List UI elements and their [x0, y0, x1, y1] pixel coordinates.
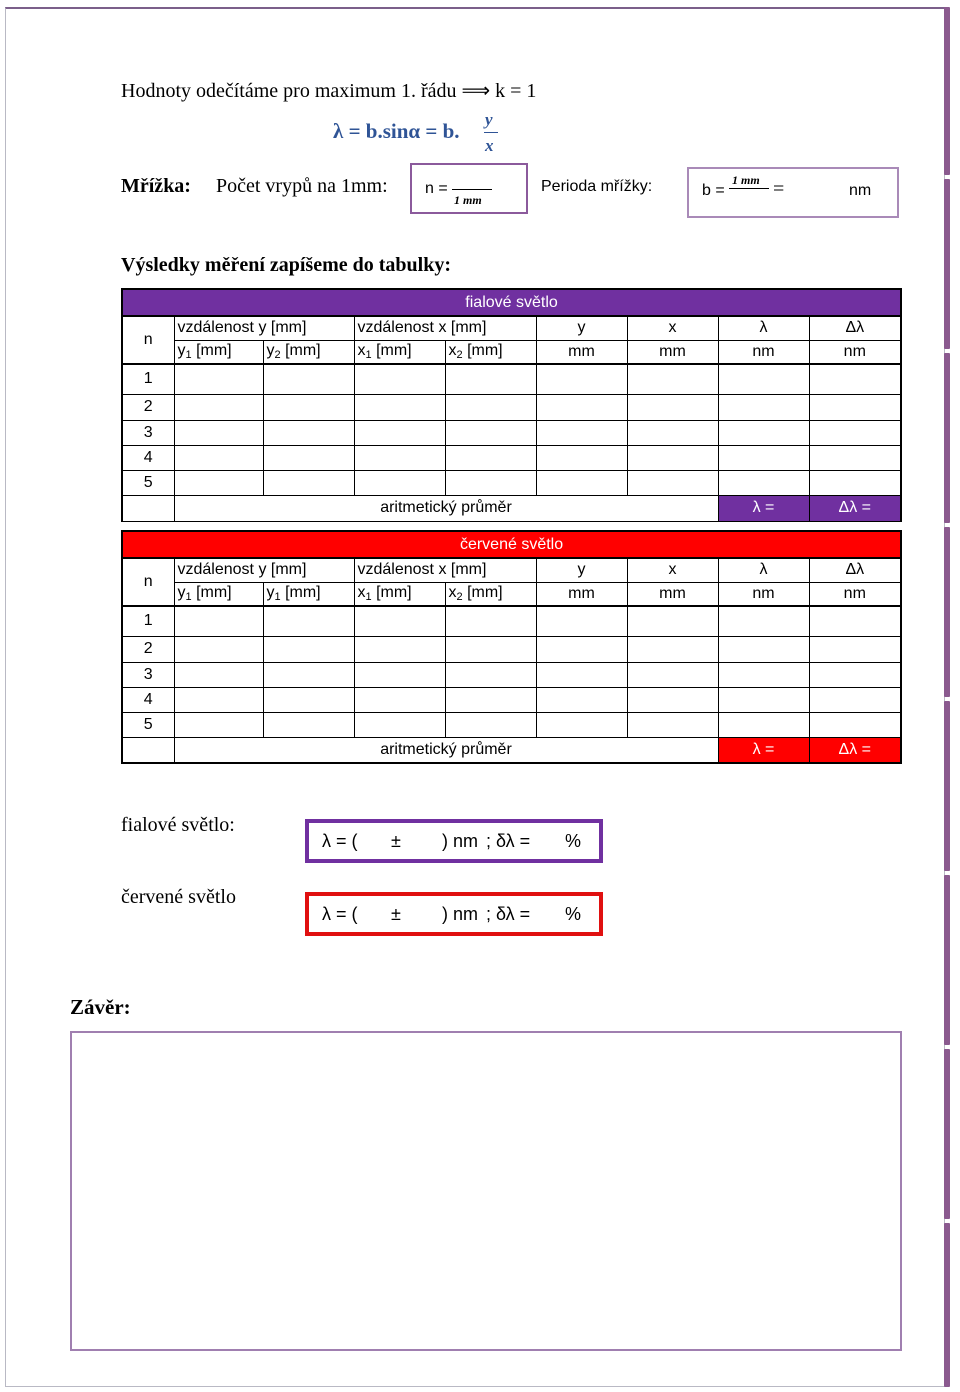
red-unit-y: mm: [536, 582, 627, 606]
table-cell[interactable]: [809, 394, 901, 420]
table-cell[interactable]: [174, 420, 263, 445]
table-row: [122, 687, 901, 712]
table-cell[interactable]: [445, 470, 536, 495]
red-row-index: 1: [122, 606, 174, 636]
table-cell[interactable]: [809, 606, 901, 636]
red-avg-label: aritmetický průměr: [174, 737, 718, 763]
table-cell[interactable]: [354, 606, 445, 636]
violet-header-distance-y: vzdálenost y [mm]: [174, 316, 354, 340]
table-cell[interactable]: [263, 420, 354, 445]
table-cell[interactable]: [445, 606, 536, 636]
formula-numerator: y: [485, 110, 493, 129]
violet-header-distance-x: vzdálenost x [mm]: [354, 316, 536, 340]
table-cell[interactable]: [627, 364, 718, 394]
table-cell[interactable]: [445, 662, 536, 687]
table-cell[interactable]: [263, 445, 354, 470]
grating-label: Mřížka:: [121, 175, 191, 197]
formula-prefix: λ = b.sinα = b.: [333, 119, 460, 143]
violet-row-index: 5: [122, 470, 174, 495]
table-row: [122, 394, 901, 420]
violet-header-lambda: λ: [718, 316, 809, 340]
red-unit-dlambda: nm: [809, 582, 901, 606]
red-header-x: x: [627, 558, 718, 582]
table-cell[interactable]: [627, 470, 718, 495]
red-header-distance-y: vzdálenost y [mm]: [174, 558, 354, 582]
table-cell[interactable]: [354, 420, 445, 445]
result-lambda-open: λ = (: [322, 904, 358, 924]
b-prefix: b =: [702, 182, 725, 199]
red-header-dlambda: Δλ: [809, 558, 901, 582]
red-result-box[interactable]: [305, 892, 603, 936]
table-cell[interactable]: [174, 364, 263, 394]
table-cell[interactable]: [536, 470, 627, 495]
table-row: [122, 606, 901, 636]
red-avg-dlambda[interactable]: Δλ =: [809, 737, 901, 763]
result-percent: %: [565, 904, 582, 924]
red-row-index: 4: [122, 687, 174, 712]
table-cell[interactable]: [809, 636, 901, 662]
red-unit-x: mm: [627, 582, 718, 606]
table-cell[interactable]: [536, 606, 627, 636]
table-cell[interactable]: [354, 470, 445, 495]
violet-unit-x: mm: [627, 340, 718, 364]
red-row-index: 2: [122, 636, 174, 662]
grating-count-label: Počet vrypů na 1mm:: [216, 175, 388, 197]
table-cell[interactable]: [718, 364, 809, 394]
table-cell[interactable]: [174, 687, 263, 712]
table-cell[interactable]: [536, 712, 627, 737]
result-plus-minus: ±: [391, 831, 401, 851]
table-cell[interactable]: [445, 364, 536, 394]
red-measurement-table: [121, 530, 902, 764]
table-row: [122, 420, 901, 445]
red-avg-lambda[interactable]: λ =: [718, 737, 809, 763]
red-header-y: y: [536, 558, 627, 582]
table-cell[interactable]: [627, 636, 718, 662]
result-plus-minus: ±: [391, 904, 401, 924]
table-cell[interactable]: [536, 662, 627, 687]
violet-n-header: n: [122, 316, 174, 364]
violet-avg-dlambda[interactable]: Δλ =: [809, 495, 901, 521]
table-cell[interactable]: [809, 687, 901, 712]
violet-table-title: fialové světlo: [122, 289, 901, 316]
red-header-lambda: λ: [718, 558, 809, 582]
table-cell[interactable]: [809, 445, 901, 470]
table-cell[interactable]: [174, 636, 263, 662]
violet-row-index: 4: [122, 445, 174, 470]
conclusion-heading: Závěr:: [70, 995, 131, 1019]
table-cell[interactable]: [174, 445, 263, 470]
table-cell[interactable]: [718, 662, 809, 687]
page-edge-decoration: [944, 7, 952, 1387]
violet-row-index: 1: [122, 364, 174, 394]
table-cell[interactable]: [536, 364, 627, 394]
table-cell[interactable]: [263, 394, 354, 420]
formula-fraction-bar: [484, 132, 498, 133]
table-cell[interactable]: [445, 636, 536, 662]
table-cell[interactable]: [354, 445, 445, 470]
red-header-distance-x: vzdálenost x [mm]: [354, 558, 536, 582]
table-cell[interactable]: [809, 420, 901, 445]
n-fraction-bar: [452, 189, 492, 190]
table-cell[interactable]: [718, 470, 809, 495]
table-cell[interactable]: [718, 394, 809, 420]
table-cell[interactable]: [445, 420, 536, 445]
table-cell[interactable]: [536, 687, 627, 712]
table-cell[interactable]: [627, 445, 718, 470]
table-cell[interactable]: [627, 606, 718, 636]
n-denominator: 1 mm: [454, 193, 482, 207]
table-cell[interactable]: [263, 712, 354, 737]
table-row: [122, 470, 901, 495]
result-close-unit: ) nm: [442, 904, 478, 924]
table-cell[interactable]: [536, 636, 627, 662]
result-delta: ; δλ =: [486, 831, 531, 851]
violet-avg-label: aritmetický průměr: [174, 495, 718, 521]
table-cell[interactable]: [809, 470, 901, 495]
result-close-unit: ) nm: [442, 831, 478, 851]
violet-unit-y: mm: [536, 340, 627, 364]
table-cell[interactable]: [263, 636, 354, 662]
n-input-box[interactable]: [410, 163, 528, 214]
violet-header-y: y: [536, 316, 627, 340]
violet-sub-x2: $x_2$ [mm]: [445, 340, 536, 364]
violet-unit-dlambda: nm: [809, 340, 901, 364]
violet-sub-x1: $x_1$ [mm]: [354, 340, 445, 364]
table-cell[interactable]: [354, 662, 445, 687]
table-cell[interactable]: [536, 445, 627, 470]
table-cell[interactable]: [445, 712, 536, 737]
table-cell[interactable]: [536, 420, 627, 445]
table-cell[interactable]: [809, 712, 901, 737]
table-cell[interactable]: [354, 364, 445, 394]
n-prefix: n =: [425, 180, 448, 197]
table-cell[interactable]: [809, 662, 901, 687]
table-cell[interactable]: [809, 364, 901, 394]
result-delta: ; δλ =: [486, 904, 531, 924]
intro-text: Hodnoty odečítáme pro maximum 1. řádu ⟹ k = 1: [121, 80, 537, 102]
table-cell[interactable]: [627, 662, 718, 687]
table-row: [122, 712, 901, 737]
table-cell[interactable]: [718, 636, 809, 662]
violet-row-index: 3: [122, 420, 174, 445]
table-cell[interactable]: [627, 420, 718, 445]
period-label: Perioda mřížky:: [541, 178, 653, 195]
table-cell[interactable]: [718, 606, 809, 636]
table-cell[interactable]: [354, 636, 445, 662]
table-cell[interactable]: [445, 394, 536, 420]
violet-result-box[interactable]: [305, 819, 603, 863]
b-input-box[interactable]: [687, 167, 899, 218]
result-lambda-open: λ = (: [322, 831, 358, 851]
violet-unit-lambda: nm: [718, 340, 809, 364]
table-cell[interactable]: [718, 445, 809, 470]
red-row-index: 5: [122, 712, 174, 737]
table-cell[interactable]: [263, 364, 354, 394]
table-cell[interactable]: [263, 662, 354, 687]
violet-sub-y2: $y_2$ [mm]: [263, 340, 354, 364]
table-cell[interactable]: [627, 687, 718, 712]
table-cell[interactable]: [627, 394, 718, 420]
violet-sub-y1: $y_1$ [mm]: [174, 340, 263, 364]
table-cell[interactable]: [627, 712, 718, 737]
result-percent: %: [565, 831, 582, 851]
table-cell[interactable]: [263, 470, 354, 495]
table-cell[interactable]: [718, 420, 809, 445]
table-cell[interactable]: [263, 687, 354, 712]
table-cell[interactable]: [174, 470, 263, 495]
violet-result-label: fialové světlo:: [121, 814, 235, 836]
b-equals: =: [773, 178, 785, 200]
table-cell[interactable]: [174, 394, 263, 420]
red-unit-lambda: nm: [718, 582, 809, 606]
red-sub-x1: $x_1$ [mm]: [354, 582, 445, 606]
table-cell[interactable]: [174, 606, 263, 636]
red-table-title: červené světlo: [122, 531, 901, 558]
red-sub-x2: $x_2$ [mm]: [445, 582, 536, 606]
table-cell[interactable]: [354, 712, 445, 737]
table-row: [122, 636, 901, 662]
table-cell[interactable]: [445, 445, 536, 470]
table-cell[interactable]: [174, 712, 263, 737]
table-row: [122, 445, 901, 470]
red-result-label: červené světlo: [121, 886, 236, 908]
table-cell[interactable]: [445, 687, 536, 712]
violet-measurement-table: [121, 288, 902, 522]
violet-avg-lambda[interactable]: λ =: [718, 495, 809, 521]
violet-header-x: x: [627, 316, 718, 340]
b-numerator: 1 mm: [732, 173, 760, 187]
table-cell[interactable]: [536, 394, 627, 420]
formula: [333, 119, 460, 144]
table-cell[interactable]: [263, 606, 354, 636]
b-fraction-bar: [729, 188, 769, 189]
violet-row-index: 2: [122, 394, 174, 420]
red-sub-y1: $y_1$ [mm]: [174, 582, 263, 606]
table-row: [122, 364, 901, 394]
table-cell[interactable]: [354, 394, 445, 420]
formula-denominator: x: [485, 136, 494, 155]
table-cell[interactable]: [174, 662, 263, 687]
red-n-header: n: [122, 558, 174, 606]
table-cell[interactable]: [354, 687, 445, 712]
violet-avg-empty: [122, 495, 174, 521]
conclusion-textarea[interactable]: [70, 1031, 902, 1351]
results-heading: Výsledky měření zapíšeme do tabulky:: [121, 254, 451, 276]
violet-header-dlambda: Δλ: [809, 316, 901, 340]
red-sub-y2: $y_1$ [mm]: [263, 582, 354, 606]
table-row: [122, 662, 901, 687]
red-row-index: 3: [122, 662, 174, 687]
table-cell[interactable]: [718, 687, 809, 712]
b-unit: nm: [849, 182, 872, 199]
table-cell[interactable]: [718, 712, 809, 737]
red-avg-empty: [122, 737, 174, 763]
